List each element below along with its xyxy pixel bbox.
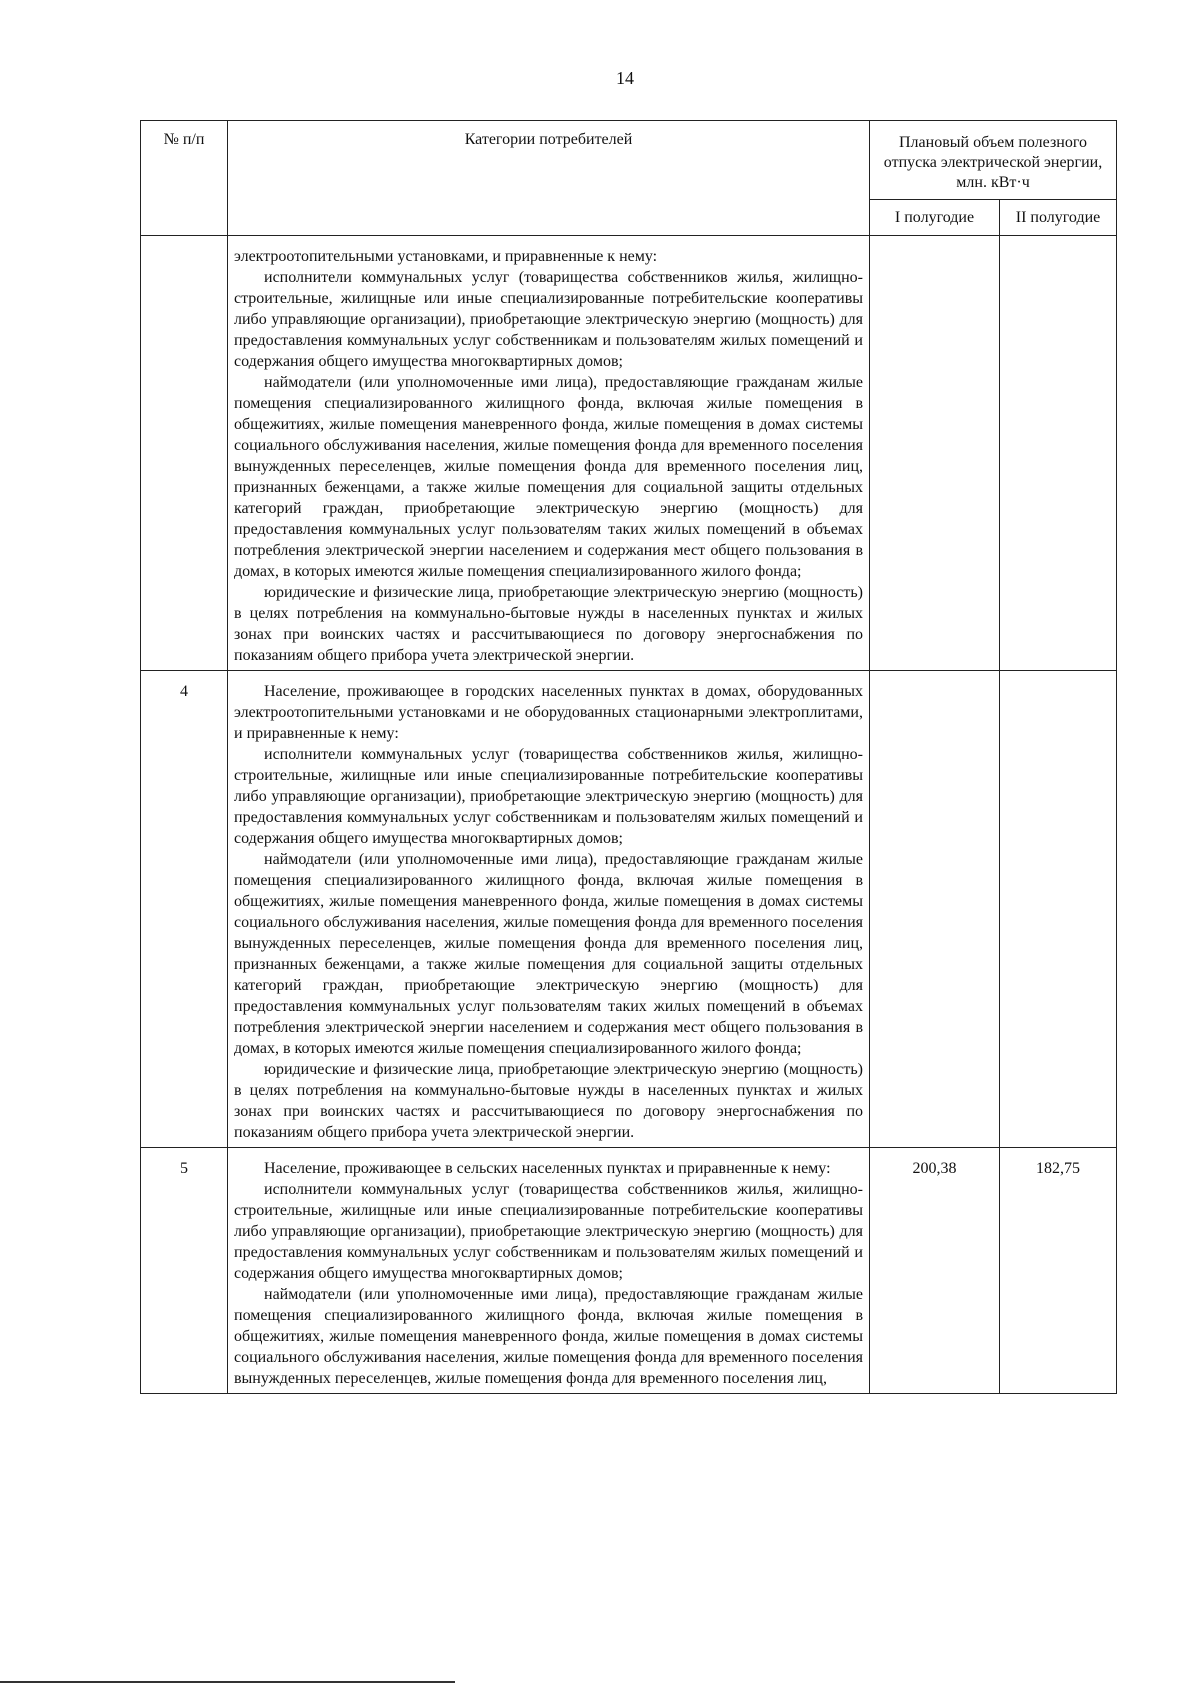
row-category-text (228, 236, 870, 671)
paragraph: Население, проживающее в городских населенных пунктах в домах, оборудованных электроотопительными установками и не оборудованных стационарными электроплитами, и приравненные к нему: (234, 683, 863, 742)
value-half-2: 182,75 (1000, 1148, 1117, 1394)
row-category-text (228, 1148, 870, 1394)
table-header-row (141, 121, 1117, 200)
paragraph: исполнители коммунальных услуг (товарищества собственников жилья, жилищно-строительные, жилищные или иные специализированные потребительские кооперативы либо управляющие организации), приобретающие электрическую энергию (мощность) для предоставления коммунальных услуг собственникам и пользователям жилых помещений и содержания общего имущества многоквартирных домов; (234, 269, 863, 370)
paragraph: исполнители коммунальных услуг (товарищества собственников жилья, жилищно-строительные, жилищные или иные специализированные потребительские кооперативы либо управляющие организации), приобретающие электрическую энергию (мощность) для предоставления коммунальных услуг собственникам и пользователям жилых помещений и содержания общего имущества многоквартирных домов; (234, 746, 863, 847)
table-row (141, 1148, 1117, 1394)
footer-divider (0, 1681, 455, 1683)
value-half-1 (870, 671, 1000, 1148)
row-category-text (228, 671, 870, 1148)
paragraph: исполнители коммунальных услуг (товарищества собственников жилья, жилищно-строительные, жилищные или иные специализированные потребительские кооперативы либо управляющие организации), приобретающие электрическую энергию (мощность) для предоставления коммунальных услуг собственникам и пользователям жилых помещений и содержания общего имущества многоквартирных домов; (234, 1181, 863, 1282)
value-half-2 (1000, 236, 1117, 671)
paragraph: электроотопительными установками, и приравненные к нему: (234, 248, 658, 265)
header-number: № п/п (141, 121, 228, 236)
paragraph: наймодатели (или уполномоченные ими лица), предоставляющие гражданам жилые помещения специализированного жилищного фонда, включая жилые помещения в общежитиях, жилые помещения маневренного фонда, жилые помещения в домах системы социального обслуживания населения, жилые помещения фонда для временного поселения вынужденных переселенцев, жилые помещения фонда для временного поселения лиц, (234, 1286, 863, 1387)
page-number: 14 (616, 68, 634, 88)
value-half-1 (870, 236, 1000, 671)
row-number (141, 236, 228, 671)
value-half-1: 200,38 (870, 1148, 1000, 1394)
header-plan-volume: Плановый объем полезного отпуска электрической энергии, млн. кВт·ч (870, 121, 1117, 200)
row-number: 4 (141, 671, 228, 1148)
header-half-2: II полугодие (1000, 200, 1117, 236)
header-half-1: I полугодие (870, 200, 1000, 236)
paragraph: юридические и физические лица, приобретающие электрическую энергию (мощность) в целях потребления на коммунально-бытовые нужды в населенных пунктах и жилых зонах при воинских частях и рассчитывающиеся по договору энергоснабжения по показаниям общего прибора учета электрической энергии. (234, 1061, 863, 1141)
paragraph: Население, проживающее в сельских населенных пунктах и приравненные к нему: (264, 1160, 831, 1177)
paragraph: юридические и физические лица, приобретающие электрическую энергию (мощность) в целях потребления на коммунально-бытовые нужды в населенных пунктах и жилых зонах при воинских частях и рассчитывающиеся по договору энергоснабжения по показаниям общего прибора учета электрической энергии. (234, 584, 863, 664)
value-half-2 (1000, 671, 1117, 1148)
table-row (141, 671, 1117, 1148)
consumption-table (140, 120, 1117, 1394)
table-row (141, 236, 1117, 671)
header-category: Категории потребителей (228, 121, 870, 236)
row-number: 5 (141, 1148, 228, 1394)
paragraph: наймодатели (или уполномоченные ими лица), предоставляющие гражданам жилые помещения специализированного жилищного фонда, включая жилые помещения в общежитиях, жилые помещения маневренного фонда, жилые помещения в домах системы социального обслуживания населения, жилые помещения фонда для временного поселения вынужденных переселенцев, жилые помещения фонда для временного поселения лиц, признанных беженцами, а также жилые помещения для социальной защиты отдельных категорий граждан, приобретающие электрическую энергию (мощность) для предоставления коммунальных услуг пользователям таких жилых помещений в объемах потребления электрической энергии населением и содержания мест общего пользования в домах, в которых имеются жилые помещения специализированного жилого фонда; (234, 374, 863, 580)
paragraph: наймодатели (или уполномоченные ими лица), предоставляющие гражданам жилые помещения специализированного жилищного фонда, включая жилые помещения в общежитиях, жилые помещения маневренного фонда, жилые помещения в домах системы социального обслуживания населения, жилые помещения фонда для временного поселения вынужденных переселенцев, жилые помещения фонда для временного поселения лиц, признанных беженцами, а также жилые помещения для социальной защиты отдельных категорий граждан, приобретающие электрическую энергию (мощность) для предоставления коммунальных услуг пользователям таких жилых помещений в объемах потребления электрической энергии населением и содержания мест общего пользования в домах, в которых имеются жилые помещения специализированного жилого фонда; (234, 851, 863, 1057)
